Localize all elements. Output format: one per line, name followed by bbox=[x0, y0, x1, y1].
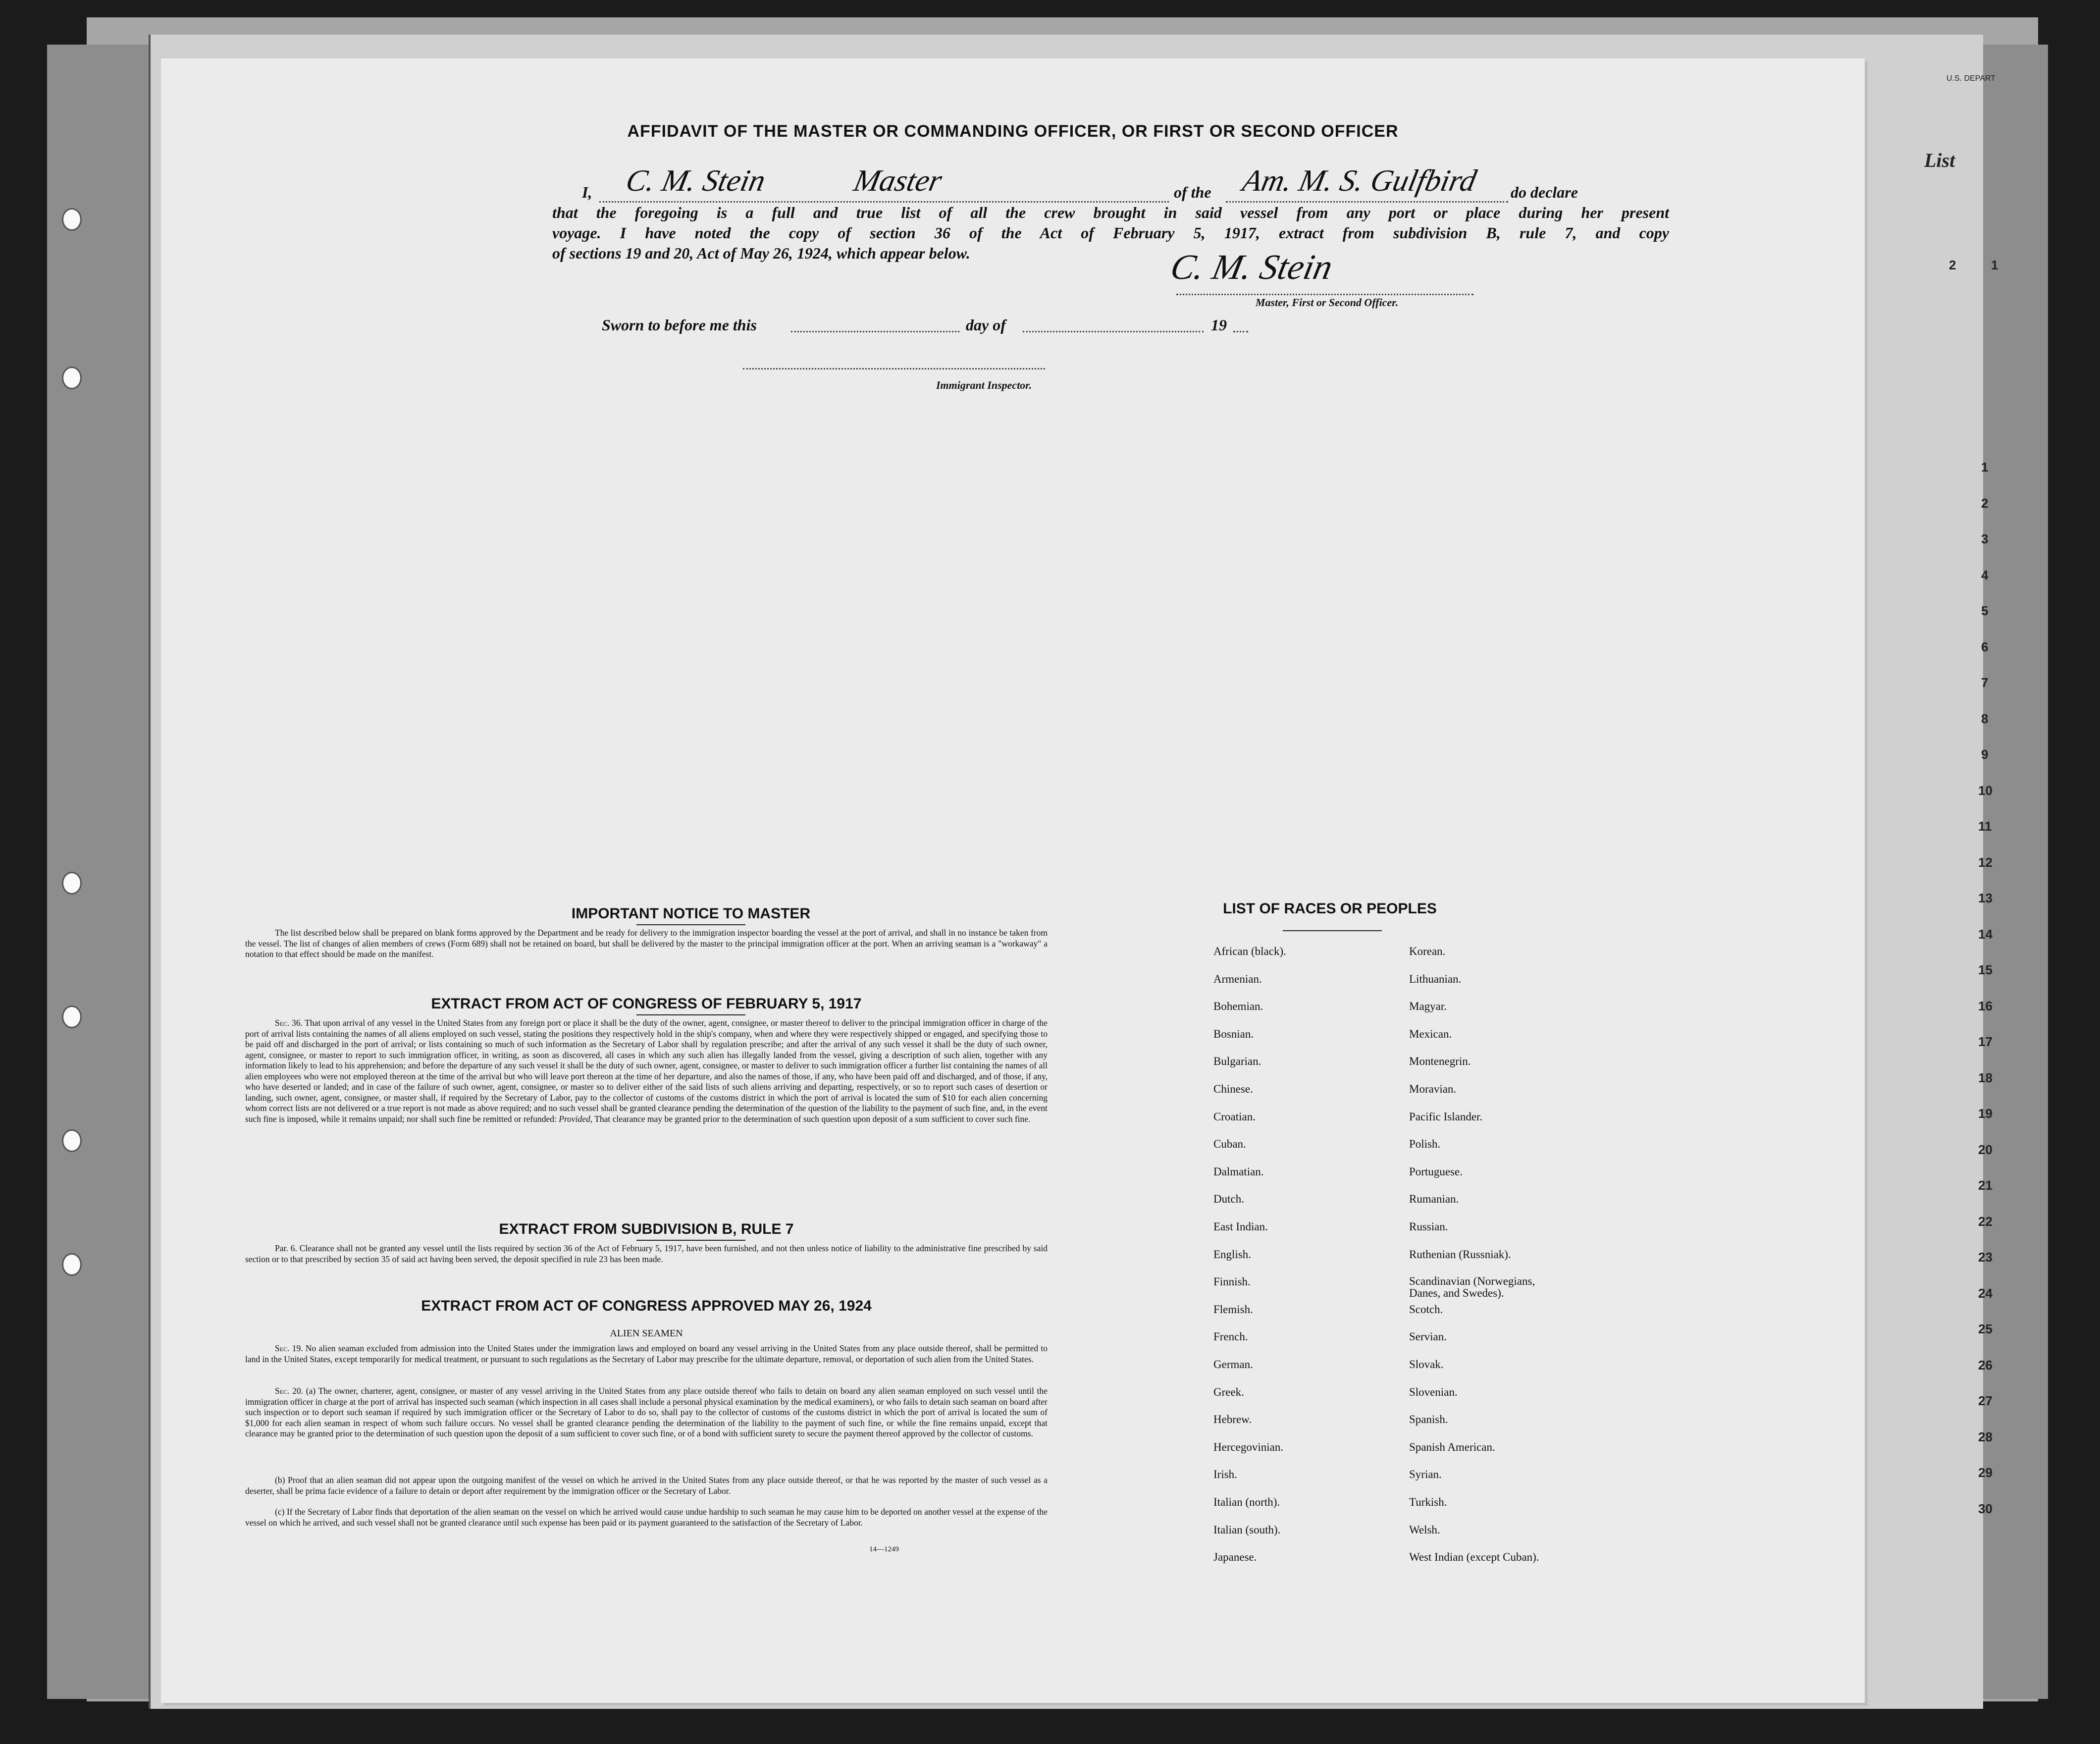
race-entry: Syrian. bbox=[1409, 1468, 1442, 1481]
race-entry: Cuban. bbox=[1213, 1138, 1246, 1151]
crew-row-number: 12 bbox=[1978, 854, 1993, 870]
crew-row-number: 30 bbox=[1978, 1501, 1993, 1516]
crew-row-number: 25 bbox=[1978, 1321, 1993, 1336]
crew-row-number: 9 bbox=[1981, 747, 1989, 762]
crew-row-number: 26 bbox=[1978, 1357, 1993, 1373]
race-entry: Chinese. bbox=[1213, 1083, 1253, 1095]
section-19-text bbox=[245, 1343, 1048, 1365]
affidavit-page bbox=[161, 58, 1865, 1703]
race-entry: Montenegrin. bbox=[1409, 1055, 1471, 1068]
crew-row-number: 22 bbox=[1978, 1214, 1993, 1229]
crew-row-number: 27 bbox=[1978, 1393, 1993, 1408]
sworn-day-of: day of bbox=[966, 316, 1006, 334]
race-entry: East Indian. bbox=[1213, 1220, 1268, 1233]
provided-word: Provided, bbox=[559, 1113, 593, 1124]
declaration-of: of the bbox=[1174, 183, 1211, 201]
extract-1924-heading: EXTRACT FROM ACT OF CONGRESS APPROVED MAY 26, 1924 bbox=[421, 1298, 872, 1314]
inspector-line bbox=[743, 368, 1045, 370]
handwritten-master-name: C. M. Stein bbox=[623, 164, 769, 198]
affidavit-title: AFFIDAVIT OF THE MASTER OR COMMANDING OFFICER, OR FIRST OR SECOND OFFICER bbox=[627, 122, 1399, 141]
punch-hole bbox=[62, 872, 82, 895]
race-entry: Hercegovinian. bbox=[1213, 1440, 1284, 1453]
department-stamp: U.S. DEPART bbox=[1946, 74, 1995, 83]
crew-row-number: 4 bbox=[1981, 567, 1989, 582]
crew-row-number: 8 bbox=[1981, 711, 1989, 726]
crew-row-number: 5 bbox=[1981, 603, 1989, 618]
race-entry: African (black). bbox=[1213, 945, 1286, 957]
race-entry: Croatian. bbox=[1213, 1110, 1256, 1123]
crew-row-number: 19 bbox=[1978, 1106, 1993, 1121]
crew-row-number: 15 bbox=[1978, 962, 1993, 977]
race-entry: Bosnian. bbox=[1213, 1027, 1254, 1040]
race-entry: Bohemian. bbox=[1213, 1000, 1263, 1013]
section-label: Sec. 20. bbox=[275, 1386, 304, 1396]
rule-7-body: Par. 6. Clearance shall not be granted any vessel until the lists required by section 36 of the Act of February 5, 1917, have been furnished, and not then unless notice of liability to the administrative fine prescribed by said section or to that prescribed by section 35 of said act having been served, the deposit specified in rule 23 has been made. bbox=[245, 1243, 1048, 1264]
crew-row-number: 24 bbox=[1978, 1285, 1993, 1301]
punch-hole bbox=[62, 1253, 82, 1276]
heading-rule bbox=[636, 1014, 745, 1015]
race-entry: Flemish. bbox=[1213, 1303, 1253, 1316]
race-entry: Polish. bbox=[1409, 1138, 1441, 1151]
race-entry: Scandinavian (Norwegians, Danes, and Swedes). bbox=[1409, 1275, 1535, 1300]
crew-row-number: 11 bbox=[1978, 819, 1992, 834]
crew-row-number: 1 bbox=[1981, 460, 1989, 475]
race-entry: Rumanian. bbox=[1409, 1193, 1459, 1206]
sworn-label: Sworn to before me this bbox=[602, 316, 757, 334]
handwritten-rank: Master bbox=[850, 164, 945, 198]
race-entry: Slovak. bbox=[1409, 1358, 1444, 1371]
signature-line bbox=[1176, 294, 1473, 295]
section-20a-body: (a) The owner, charterer, agent, consignee, or master of any vessel arriving in the United States from any place outside thereof who fails to detain on board any alien seaman employed on such vessel until the immigration officer in charge at the port of arrival has inspected such seaman (which inspection in all cases shall include a personal physical examination by the medical examiners), or who fails to detain such seaman on board after such inspection or to deport such seaman if required by such immigration officer or the Secretary of Labor to do so, shall pay to the collector of customs of the customs district in which the port of arrival is located the sum of $1,000 for each alien seaman in respect of whom such failure occurs. No vessel shall be granted clearance pending the determination of the liability to the payment of such fine, or while the fine remains unpaid, except that clearance may be granted prior to the determination of such question upon the deposit of a sum sufficient to cover such fine, or of a bond with sufficient surety to secure the payment thereof approved by the collector of customs. bbox=[245, 1386, 1048, 1438]
punch-hole bbox=[62, 367, 82, 389]
rule-7-heading: EXTRACT FROM SUBDIVISION B, RULE 7 bbox=[499, 1221, 794, 1237]
race-entry: Welsh. bbox=[1409, 1523, 1440, 1536]
handwritten-signature: C. M. Stein bbox=[1167, 247, 1336, 287]
crew-row-number: 21 bbox=[1978, 1178, 1993, 1193]
race-entry: Scotch. bbox=[1409, 1303, 1443, 1316]
race-entry: Irish. bbox=[1213, 1468, 1237, 1481]
race-entry: Servian. bbox=[1409, 1330, 1447, 1343]
inspector-caption: Immigrant Inspector. bbox=[936, 379, 1032, 391]
race-entry: Slovenian. bbox=[1409, 1385, 1458, 1398]
declaration-line-2: that the foregoing is a full and true list of all the crew brought in said vessel from any port or place during her present bbox=[552, 204, 1669, 221]
section-label: Sec. 36. bbox=[275, 1018, 303, 1028]
sworn-day-line bbox=[791, 331, 959, 332]
race-entry: Spanish. bbox=[1409, 1413, 1448, 1426]
alien-seamen-subheading: ALIEN SEAMEN bbox=[610, 1328, 683, 1339]
race-entry: English. bbox=[1213, 1248, 1252, 1261]
race-entry: Italian (south). bbox=[1213, 1523, 1281, 1536]
race-entry: Turkish. bbox=[1409, 1496, 1447, 1508]
race-entry: Bulgarian. bbox=[1213, 1055, 1261, 1068]
heading-rule bbox=[636, 924, 745, 925]
section-36-tail: That clearance may be granted prior to the determination of such question upon deposit of a sum sufficient to cover such fine. bbox=[594, 1113, 1031, 1124]
race-entry: Hebrew. bbox=[1213, 1413, 1252, 1426]
race-entry: Dalmatian. bbox=[1213, 1165, 1264, 1178]
crew-row-number: 18 bbox=[1978, 1070, 1993, 1085]
section-20c-text: (c) If the Secretary of Labor finds that deportation of the alien seaman on the vessel on which he arrived would cause undue hardship to such seaman he may cause him to be deported on another vessel at the expense of the vessel on which he arrived, and such vessel shall not be granted clearance until such expense has been paid or its payment guaranteed to the satisfaction of the Secretary of Labor. bbox=[245, 1507, 1048, 1528]
races-title: LIST OF RACES OR PEOPLES bbox=[1223, 900, 1437, 917]
section-19-body: No alien seaman excluded from admission into the United States under the immigration laws and employed on board any vessel arriving in the United States from any place outside thereof, shall be permitted to land in the United States, except temporarily for medical treatment, or pursuant to such regulations as the Secretary of Labor may prescribe for the ultimate departure, removal, or deportation of such alien from the United States. bbox=[245, 1343, 1048, 1364]
race-entry: Spanish American. bbox=[1409, 1440, 1495, 1453]
section-36-text bbox=[245, 1018, 1048, 1124]
declaration-line-4: of sections 19 and 20, Act of May 26, 1924, which appear below. bbox=[552, 244, 970, 262]
handwritten-vessel-name: Am. M. S. Gulfbird bbox=[1239, 164, 1479, 198]
crew-row-number: 10 bbox=[1978, 783, 1993, 798]
name-fill-line bbox=[599, 201, 1169, 203]
vessel-fill-line bbox=[1226, 201, 1508, 203]
section-20b-text: (b) Proof that an alien seaman did not appear upon the outgoing manifest of the vessel on which he arrived in the United States from any place outside thereof, or that he was reported by the master of such vessel as a deserter, shall be prima facie evidence of a failure to detain or deport after requirement by the immigration officer or the Secretary of Labor. bbox=[245, 1475, 1048, 1496]
race-entry: West Indian (except Cuban). bbox=[1409, 1551, 1539, 1564]
column-number: 1 bbox=[1991, 258, 1998, 272]
race-entry: Ruthenian (Russniak). bbox=[1409, 1248, 1511, 1261]
heading-rule bbox=[636, 1240, 745, 1241]
punch-hole bbox=[62, 1005, 82, 1028]
crew-row-number: 16 bbox=[1978, 998, 1993, 1013]
crew-row-number: 7 bbox=[1981, 675, 1989, 690]
race-entry: Finnish. bbox=[1213, 1275, 1251, 1288]
race-entry: Magyar. bbox=[1409, 1000, 1447, 1013]
punch-hole bbox=[62, 208, 82, 231]
sworn-year-line bbox=[1233, 331, 1248, 332]
race-entry: French. bbox=[1213, 1330, 1248, 1343]
notice-heading: IMPORTANT NOTICE TO MASTER bbox=[571, 905, 811, 922]
crew-row-number: 29 bbox=[1978, 1465, 1993, 1480]
race-entry: Mexican. bbox=[1409, 1027, 1452, 1040]
notice-body: The list described below shall be prepared on blank forms approved by the Department and be ready for delivery to the immigration inspector boarding the vessel at the port of arrival, and shall in no instance be taken from the vessel. The list of changes of alien members of crews (Form 689) shall not be retained on board, but shall be delivered by the master to the principal immigration officer at the port. When an arriving seaman is a "workaway" a notation to that effect should be made on the manifest. bbox=[245, 928, 1048, 959]
crew-row-number: 20 bbox=[1978, 1142, 1993, 1157]
crew-row-number: 14 bbox=[1978, 926, 1993, 942]
column-number: 2 bbox=[1949, 258, 1956, 272]
race-entry: Korean. bbox=[1409, 945, 1446, 957]
race-entry: Russian. bbox=[1409, 1220, 1448, 1233]
race-entry: Lithuanian. bbox=[1409, 972, 1462, 985]
race-entry: Armenian. bbox=[1213, 972, 1262, 985]
list-corner-label: List bbox=[1924, 149, 1955, 171]
declaration-prefix: I, bbox=[582, 183, 592, 201]
race-entry: Portuguese. bbox=[1409, 1165, 1463, 1178]
race-entry: Italian (north). bbox=[1213, 1496, 1280, 1508]
race-entry: Dutch. bbox=[1213, 1193, 1244, 1206]
heading-rule bbox=[1283, 930, 1382, 931]
declaration-suffix: do declare bbox=[1511, 183, 1578, 201]
section-label: Sec. 19. bbox=[275, 1343, 303, 1353]
crew-row-number: 23 bbox=[1978, 1250, 1993, 1265]
race-entry: Japanese. bbox=[1213, 1551, 1257, 1564]
crew-row-number: 6 bbox=[1981, 639, 1989, 654]
punch-hole bbox=[62, 1129, 82, 1152]
sworn-year: 19 bbox=[1211, 316, 1227, 334]
crew-row-number: 2 bbox=[1981, 495, 1989, 511]
race-entry: Pacific Islander. bbox=[1409, 1110, 1483, 1123]
crew-row-number: 17 bbox=[1978, 1034, 1993, 1049]
crew-row-number: 3 bbox=[1981, 531, 1989, 546]
extract-1917-heading: EXTRACT FROM ACT OF CONGRESS OF FEBRUARY 5, 1917 bbox=[431, 996, 862, 1012]
declaration-line-3: voyage. I have noted the copy of section 36 of the Act of February 5, 1917, extract from subdivision B, rule 7, and copy bbox=[552, 224, 1669, 242]
form-number: 14—1249 bbox=[869, 1545, 899, 1553]
crew-row-number: 13 bbox=[1978, 891, 1993, 905]
crew-row-number: 28 bbox=[1978, 1429, 1993, 1444]
sworn-month-line bbox=[1023, 331, 1204, 332]
section-36-body: That upon arrival of any vessel in the United States from any foreign port or place it shall be the duty of the owner, agent, consignee, or master thereof to deliver to the principal immigration officer in charge of the port of arrival lists containing the names of all aliens employed on such vessel, stating the positions they respectively hold in the ship's company, when and where they were respectively shipped or engaged, and specifying those to be paid off and discharged in the port of arrival; or lists containing so much of such information as the Secretary of Labor shall by regulation prescribe; and after the arrival of any such vessel it shall be the duty of such owner, agent, consignee, or master to report to such immigration officer, in writing, as soon as discovered, all cases in which any such alien has illegally landed from the vessel, giving a description of such alien, together with any information likely to lead to his apprehension; and before the departure of any such vessel it shall be the duty of such owner, agent, consignee, or master to deliver to such immigration officer a further list containing the names of all alien employees who were not employed thereon at the time of the arrival but who will leave port thereon at the time of her departure, and also the names of those, if any, who have been paid off and discharged, and of those, if any, who have deserted or landed; and in case of the failure of such owner, agent, consignee, or master so to deliver either of the said lists of such aliens arriving and departing, respectively, or so to report such cases of desertion or landing, such owner, agent, consignee, or master shall, if required by the Secretary of Labor, pay to the collector of customs of the customs district in which the port of arrival is located the sum of $10 for each alien concerning whom correct lists are not delivered or a true report is not made as above required; and no such vessel shall be granted clearance pending the determination of the question of the liability to the payment of such fine, and, in the event such fine is imposed, while it remains unpaid; nor shall such fine be remitted or refunded: bbox=[245, 1018, 1048, 1124]
section-20a-text bbox=[245, 1386, 1048, 1439]
race-entry: Greek. bbox=[1213, 1385, 1244, 1398]
race-entry: German. bbox=[1213, 1358, 1253, 1371]
signature-caption: Master, First or Second Officer. bbox=[1256, 296, 1399, 309]
race-entry: Moravian. bbox=[1409, 1083, 1457, 1095]
